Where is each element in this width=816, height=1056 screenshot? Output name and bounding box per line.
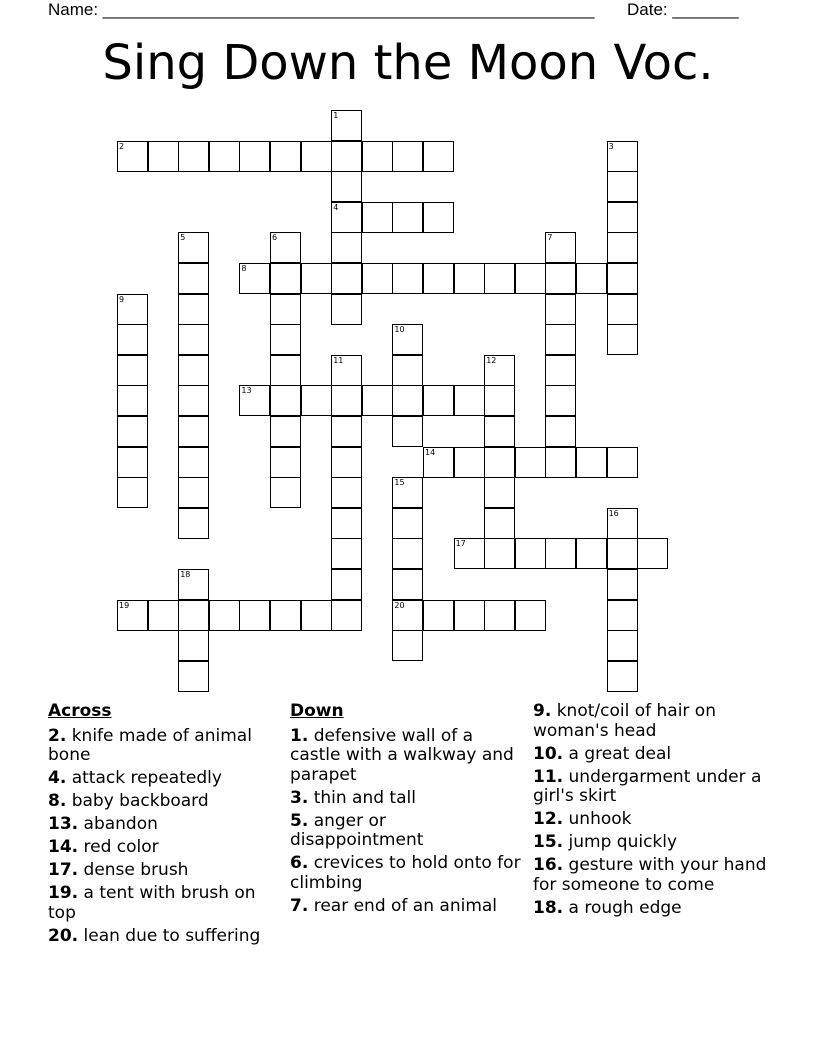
grid-cell[interactable] (178, 600, 209, 631)
clue-number: 4 (333, 202, 339, 212)
grid-cell[interactable] (392, 263, 423, 294)
clue-number: 16 (608, 508, 619, 518)
grid-cell[interactable] (270, 385, 301, 416)
clue-number: 20 (394, 600, 405, 610)
down-clues (290, 702, 522, 920)
grid-cell[interactable] (270, 477, 301, 508)
clue-number: 14 (425, 447, 436, 457)
clue-num: 6. (290, 853, 309, 873)
clue-number: 12 (486, 355, 497, 365)
clue-num: 2. (48, 725, 67, 746)
grid-cell[interactable] (545, 538, 576, 569)
grid-cell[interactable] (576, 263, 607, 294)
grid-cell[interactable] (331, 171, 362, 202)
grid-cell[interactable] (545, 324, 576, 355)
date-label: Date: (627, 0, 673, 19)
down-clue (290, 897, 522, 917)
grid-cell[interactable] (576, 538, 607, 569)
grid-cell[interactable] (270, 324, 301, 355)
grid-cell[interactable] (270, 294, 301, 325)
grid-cell[interactable] (484, 600, 515, 631)
grid-cell[interactable] (576, 447, 607, 478)
grid-cell[interactable] (607, 294, 638, 325)
grid-cell[interactable] (515, 538, 546, 569)
clue-number: 18 (180, 570, 191, 579)
clue-num: 8. (48, 791, 67, 811)
across-clue (48, 792, 283, 812)
clue-text: jump quickly (563, 832, 678, 852)
grid-cell[interactable] (270, 447, 301, 478)
clue-num: 15. (533, 832, 564, 852)
grid-cell[interactable] (484, 508, 515, 539)
grid-cell[interactable] (178, 355, 209, 386)
clue-num: 14. (48, 837, 79, 857)
clue-text: rear end of an animal (308, 895, 498, 916)
grid-cell[interactable] (270, 416, 301, 447)
grid-cell[interactable] (423, 600, 454, 631)
across-clues (48, 702, 283, 950)
down-clue (533, 745, 773, 765)
grid-cell[interactable] (392, 630, 423, 661)
grid-cell[interactable] (178, 661, 209, 692)
name-label: Name: (48, 0, 103, 19)
grid-cell[interactable] (484, 385, 515, 416)
down-clues-continued (533, 702, 773, 922)
grid-cell[interactable] (423, 202, 454, 233)
grid-cell[interactable] (545, 355, 576, 386)
grid-cell[interactable] (545, 447, 576, 478)
across-clue (48, 727, 283, 766)
grid-cell[interactable] (607, 263, 638, 294)
grid-cell[interactable] (331, 385, 362, 416)
grid-cell[interactable] (515, 447, 546, 478)
across-clue (48, 884, 283, 923)
down-clue (290, 812, 522, 851)
grid-cell[interactable] (209, 600, 240, 631)
down-list (290, 727, 522, 917)
grid-cell[interactable] (454, 385, 485, 416)
grid-cell[interactable] (545, 294, 576, 325)
across-clue (48, 861, 283, 881)
grid-cell[interactable] (270, 355, 301, 386)
grid-cell[interactable] (484, 477, 515, 508)
down-clue (290, 854, 522, 893)
grid-cell[interactable] (331, 294, 362, 325)
clue-number: 15 (394, 478, 405, 488)
clue-num: 12. (533, 809, 564, 829)
grid-cell[interactable] (607, 324, 638, 355)
clue-number: 6 (272, 233, 278, 243)
clue-text: unhook (563, 809, 632, 829)
down-clue (533, 702, 773, 741)
grid-cell[interactable] (607, 569, 638, 600)
grid-cell[interactable] (117, 477, 148, 508)
clue-text: red color (78, 837, 159, 857)
grid-cell[interactable] (331, 508, 362, 539)
grid-cell[interactable] (607, 232, 638, 263)
grid-cell[interactable] (362, 141, 393, 172)
grid-cell[interactable] (423, 263, 454, 294)
grid-cell[interactable] (484, 263, 515, 294)
grid-cell[interactable] (423, 385, 454, 416)
grid-cell[interactable] (239, 600, 270, 631)
down-clue (290, 789, 522, 809)
grid-cell[interactable] (117, 385, 148, 416)
grid-cell[interactable] (331, 477, 362, 508)
grid-cell[interactable] (484, 416, 515, 447)
across-heading: Across (48, 701, 112, 721)
grid-cell[interactable] (117, 355, 148, 386)
down-heading: Down (290, 701, 344, 721)
grid-cell[interactable] (454, 263, 485, 294)
down-clue (533, 810, 773, 830)
grid-cell[interactable] (362, 385, 393, 416)
clue-num: 4. (48, 768, 67, 788)
grid-cell[interactable] (392, 202, 423, 233)
clue-text: crevices to hold onto for climbing (290, 853, 521, 893)
grid-cell[interactable] (178, 508, 209, 539)
clue-number: 9 (119, 294, 125, 304)
grid-cell[interactable] (301, 263, 332, 294)
clue-num: 10. (533, 743, 564, 764)
grid-cell[interactable] (392, 355, 423, 386)
clue-number: 13 (241, 386, 252, 396)
clue-number: 8 (241, 264, 247, 273)
grid-cell[interactable] (607, 202, 638, 233)
clue-text: undergarment under a girl's skirt (533, 766, 762, 806)
grid-cell[interactable] (331, 538, 362, 569)
grid-cell[interactable] (545, 263, 576, 294)
clue-number: 3 (608, 141, 614, 151)
grid-cell[interactable] (331, 447, 362, 478)
grid-cell[interactable] (270, 600, 301, 631)
clue-number: 5 (180, 233, 186, 243)
grid-cell[interactable] (362, 202, 393, 233)
grid-cell[interactable] (148, 141, 179, 172)
grid-cell[interactable] (392, 416, 423, 447)
grid-cell[interactable] (607, 171, 638, 202)
clue-number: 2 (119, 141, 125, 151)
clue-text: abandon (78, 814, 158, 834)
across-clue (48, 769, 283, 789)
grid-cell[interactable] (178, 263, 209, 294)
clue-text: a tent with brush on top (48, 883, 256, 923)
clue-num: 7. (290, 895, 309, 916)
date-line (627, 0, 739, 20)
page-title: Sing Down the Moon Voc. (102, 35, 714, 91)
down-clue (533, 899, 773, 919)
grid-cell[interactable] (423, 141, 454, 172)
across-list (48, 727, 283, 947)
grid-cell[interactable] (331, 600, 362, 631)
grid-cell[interactable] (331, 232, 362, 263)
grid-cell[interactable] (362, 263, 393, 294)
clue-num: 17. (48, 860, 79, 880)
grid-cell[interactable] (178, 141, 209, 172)
clue-num: 9. (533, 701, 552, 721)
grid-cell[interactable] (117, 447, 148, 478)
clue-number: 10 (394, 325, 405, 335)
grid-cell[interactable] (331, 416, 362, 447)
grid-cell[interactable] (178, 477, 209, 508)
clue-number: 1 (333, 111, 339, 120)
grid-cell[interactable] (637, 538, 668, 569)
grid-cell[interactable] (301, 600, 332, 631)
grid-cell[interactable] (178, 294, 209, 325)
grid-cell[interactable] (392, 569, 423, 600)
down-clue (290, 727, 522, 786)
clue-number: 19 (119, 600, 130, 610)
down-list-continued (533, 702, 773, 918)
clue-text: dense brush (78, 860, 189, 880)
clue-num: 11. (533, 766, 564, 787)
grid-cell[interactable] (484, 447, 515, 478)
down-clue (533, 856, 773, 895)
grid-cell[interactable] (392, 385, 423, 416)
clue-text: knife made of animal bone (48, 725, 252, 765)
clue-num: 13. (48, 814, 79, 834)
grid-cell[interactable] (148, 600, 179, 631)
grid-cell[interactable] (270, 141, 301, 172)
clue-text: anger or disappointment (290, 810, 424, 850)
grid-cell[interactable] (301, 385, 332, 416)
date-blank[interactable]: _______ (672, 0, 739, 19)
grid-cell[interactable] (178, 630, 209, 661)
down-clue (533, 833, 773, 853)
across-clue (48, 927, 283, 947)
grid-cell[interactable] (607, 661, 638, 692)
clue-number: 7 (547, 233, 553, 243)
grid-cell[interactable] (515, 263, 546, 294)
name-blank[interactable]: ____________________________________________________ (102, 0, 595, 19)
grid-cell[interactable] (178, 324, 209, 355)
clue-text: baby backboard (66, 791, 209, 811)
grid-cell[interactable] (331, 263, 362, 294)
grid-cell[interactable] (117, 324, 148, 355)
grid-cell[interactable] (270, 263, 301, 294)
grid-cell[interactable] (545, 385, 576, 416)
clue-text: attack repeatedly (66, 768, 222, 788)
grid-cell[interactable] (178, 385, 209, 416)
grid-cell[interactable] (607, 538, 638, 569)
grid-cell[interactable] (607, 600, 638, 631)
grid-cell[interactable] (454, 447, 485, 478)
grid-cell[interactable] (117, 416, 148, 447)
clue-num: 19. (48, 883, 79, 903)
clue-text: gesture with your hand for someone to come (533, 855, 767, 895)
clue-text: knot/coil of hair on woman's head (533, 701, 716, 741)
clue-num: 20. (48, 925, 79, 946)
grid-cell[interactable] (545, 416, 576, 447)
clue-text: thin and tall (308, 787, 416, 808)
grid-cell[interactable] (331, 141, 362, 172)
clue-text: a great deal (563, 743, 672, 764)
across-clue (48, 838, 283, 858)
grid-cell[interactable] (301, 141, 332, 172)
across-clue (48, 815, 283, 835)
clue-num: 16. (533, 855, 564, 875)
grid-cell[interactable] (607, 630, 638, 661)
grid-cell[interactable] (331, 569, 362, 600)
clue-text: lean due to suffering (78, 925, 261, 946)
clue-num: 18. (533, 897, 564, 918)
grid-cell[interactable] (178, 416, 209, 447)
grid-cell[interactable] (515, 600, 546, 631)
clue-number: 11 (333, 355, 344, 365)
clue-num: 1. (290, 725, 309, 746)
grid-cell[interactable] (209, 141, 240, 172)
grid-cell[interactable] (392, 508, 423, 539)
clue-num: 3. (290, 787, 309, 808)
clue-number: 17 (455, 539, 466, 549)
grid-cell[interactable] (178, 447, 209, 478)
grid-cell[interactable] (392, 141, 423, 172)
down-clue (533, 768, 773, 807)
grid-cell[interactable] (607, 447, 638, 478)
grid-cell[interactable] (484, 538, 515, 569)
clue-num: 5. (290, 810, 309, 831)
grid-cell[interactable] (392, 538, 423, 569)
name-line (48, 0, 594, 20)
clue-text: a rough edge (563, 897, 682, 918)
clue-text: defensive wall of a castle with a walkway and parapet (290, 725, 514, 785)
grid-cell[interactable] (239, 141, 270, 172)
grid-cell[interactable] (454, 600, 485, 631)
